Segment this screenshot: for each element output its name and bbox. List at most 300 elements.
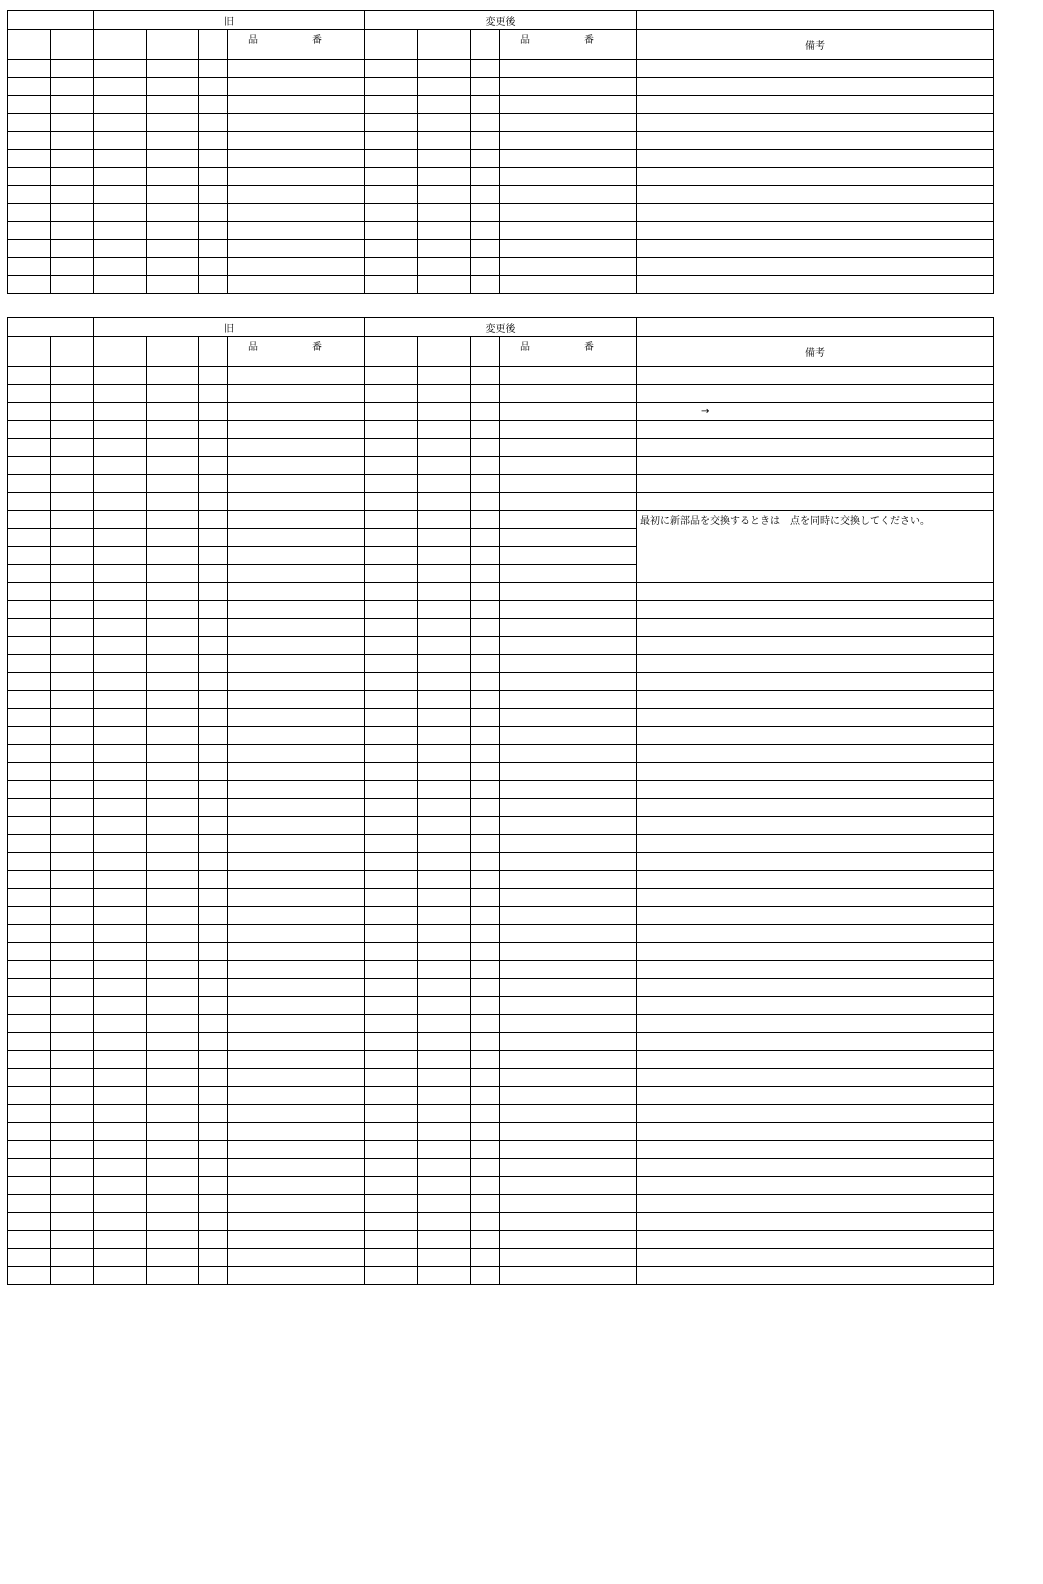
remarks-cell[interactable] <box>637 222 994 240</box>
table-cell[interactable] <box>471 511 500 529</box>
remarks-cell[interactable] <box>637 150 994 168</box>
table-cell[interactable] <box>51 1141 94 1159</box>
table-cell[interactable] <box>471 60 500 78</box>
table-cell[interactable] <box>418 691 471 709</box>
table-cell[interactable] <box>228 997 365 1015</box>
table-cell[interactable] <box>147 204 199 222</box>
table-cell[interactable] <box>8 493 51 511</box>
table-cell[interactable] <box>471 475 500 493</box>
table-cell[interactable] <box>500 1069 637 1087</box>
table-cell[interactable] <box>94 691 147 709</box>
table-cell[interactable] <box>8 1195 51 1213</box>
table-cell[interactable] <box>199 745 228 763</box>
table-cell[interactable] <box>8 583 51 601</box>
table-cell[interactable] <box>51 1267 94 1285</box>
table-cell[interactable] <box>418 871 471 889</box>
table-cell[interactable] <box>228 60 365 78</box>
table-cell[interactable] <box>94 1123 147 1141</box>
table-cell[interactable] <box>471 547 500 565</box>
remarks-cell[interactable] <box>637 673 994 691</box>
table-cell[interactable] <box>418 1195 471 1213</box>
table-cell[interactable] <box>471 457 500 475</box>
table-cell[interactable] <box>228 925 365 943</box>
table-cell[interactable] <box>500 817 637 835</box>
table-cell[interactable] <box>471 421 500 439</box>
remarks-cell[interactable] <box>637 78 994 96</box>
table-cell[interactable] <box>199 709 228 727</box>
table-cell[interactable] <box>365 961 418 979</box>
remarks-cell[interactable] <box>637 871 994 889</box>
table-cell[interactable] <box>365 204 418 222</box>
table-cell[interactable] <box>199 979 228 997</box>
table-cell[interactable] <box>94 276 147 294</box>
table-cell[interactable] <box>199 511 228 529</box>
table-cell[interactable] <box>471 601 500 619</box>
table-cell[interactable] <box>365 1033 418 1051</box>
table-cell[interactable] <box>94 673 147 691</box>
table-cell[interactable] <box>51 619 94 637</box>
table-cell[interactable] <box>94 583 147 601</box>
table-cell[interactable] <box>471 763 500 781</box>
table-cell[interactable] <box>471 1159 500 1177</box>
table-cell[interactable] <box>471 367 500 385</box>
table-cell[interactable] <box>51 673 94 691</box>
table-cell[interactable] <box>51 421 94 439</box>
remarks-cell[interactable] <box>637 1123 994 1141</box>
table-cell[interactable] <box>94 1213 147 1231</box>
remarks-cell[interactable] <box>637 889 994 907</box>
table-cell[interactable] <box>471 583 500 601</box>
table-cell[interactable] <box>8 997 51 1015</box>
table-cell[interactable] <box>365 835 418 853</box>
table-cell[interactable] <box>51 403 94 421</box>
table-cell[interactable] <box>8 1051 51 1069</box>
table-cell[interactable] <box>147 583 199 601</box>
table-cell[interactable] <box>94 709 147 727</box>
remarks-cell[interactable] <box>637 1177 994 1195</box>
table-cell[interactable] <box>471 222 500 240</box>
table-cell[interactable] <box>418 511 471 529</box>
table-cell[interactable] <box>147 925 199 943</box>
table-cell[interactable] <box>228 186 365 204</box>
remarks-cell[interactable] <box>637 961 994 979</box>
table-cell[interactable] <box>51 799 94 817</box>
table-cell[interactable] <box>418 1087 471 1105</box>
table-cell[interactable] <box>228 1051 365 1069</box>
table-cell[interactable] <box>471 1267 500 1285</box>
remarks-cell[interactable] <box>637 421 994 439</box>
table-cell[interactable] <box>365 1213 418 1231</box>
remarks-cell[interactable] <box>637 835 994 853</box>
table-cell[interactable] <box>8 168 51 186</box>
table-cell[interactable] <box>418 258 471 276</box>
table-cell[interactable] <box>8 961 51 979</box>
table-cell[interactable] <box>418 727 471 745</box>
table-cell[interactable] <box>471 1249 500 1267</box>
table-cell[interactable] <box>199 583 228 601</box>
remarks-cell[interactable] <box>637 997 994 1015</box>
table-cell[interactable] <box>199 150 228 168</box>
table-cell[interactable] <box>8 925 51 943</box>
table-cell[interactable] <box>94 961 147 979</box>
table-cell[interactable] <box>51 817 94 835</box>
table-cell[interactable] <box>51 457 94 475</box>
table-cell[interactable] <box>418 601 471 619</box>
table-cell[interactable] <box>365 60 418 78</box>
table-cell[interactable] <box>471 1141 500 1159</box>
table-cell[interactable] <box>418 943 471 961</box>
table-cell[interactable] <box>147 1123 199 1141</box>
table-cell[interactable] <box>51 943 94 961</box>
table-cell[interactable] <box>228 799 365 817</box>
table-cell[interactable] <box>500 601 637 619</box>
table-cell[interactable] <box>94 943 147 961</box>
table-cell[interactable] <box>228 258 365 276</box>
table-cell[interactable] <box>94 186 147 204</box>
table-cell[interactable] <box>500 655 637 673</box>
table-cell[interactable] <box>8 637 51 655</box>
table-cell[interactable] <box>500 439 637 457</box>
table-cell[interactable] <box>94 1051 147 1069</box>
remarks-cell[interactable] <box>637 475 994 493</box>
table-cell[interactable] <box>199 493 228 511</box>
table-cell[interactable] <box>147 547 199 565</box>
remarks-cell[interactable] <box>637 601 994 619</box>
table-cell[interactable] <box>471 1051 500 1069</box>
table-cell[interactable] <box>8 1141 51 1159</box>
table-cell[interactable] <box>94 655 147 673</box>
table-cell[interactable] <box>471 1015 500 1033</box>
table-cell[interactable] <box>500 96 637 114</box>
remarks-cell[interactable] <box>637 637 994 655</box>
table-cell[interactable] <box>147 673 199 691</box>
table-cell[interactable] <box>8 601 51 619</box>
table-cell[interactable] <box>500 691 637 709</box>
table-cell[interactable] <box>199 186 228 204</box>
table-cell[interactable] <box>471 1177 500 1195</box>
table-cell[interactable] <box>471 132 500 150</box>
table-cell[interactable] <box>228 745 365 763</box>
table-cell[interactable] <box>147 511 199 529</box>
table-cell[interactable] <box>228 114 365 132</box>
table-cell[interactable] <box>418 1249 471 1267</box>
table-cell[interactable] <box>147 763 199 781</box>
table-cell[interactable] <box>228 601 365 619</box>
table-cell[interactable] <box>418 1231 471 1249</box>
table-cell[interactable] <box>199 385 228 403</box>
table-cell[interactable] <box>94 925 147 943</box>
table-cell[interactable] <box>94 439 147 457</box>
table-cell[interactable] <box>418 1267 471 1285</box>
table-cell[interactable] <box>418 222 471 240</box>
table-cell[interactable] <box>8 1249 51 1267</box>
table-cell[interactable] <box>418 1069 471 1087</box>
table-cell[interactable] <box>94 745 147 763</box>
remarks-cell[interactable] <box>637 943 994 961</box>
table-cell[interactable] <box>8 619 51 637</box>
table-cell[interactable] <box>51 96 94 114</box>
table-cell[interactable] <box>51 565 94 583</box>
table-cell[interactable] <box>365 925 418 943</box>
table-cell[interactable] <box>94 240 147 258</box>
remarks-cell[interactable] <box>637 709 994 727</box>
table-cell[interactable] <box>228 168 365 186</box>
table-cell[interactable] <box>228 475 365 493</box>
table-cell[interactable] <box>51 1177 94 1195</box>
table-cell[interactable] <box>228 727 365 745</box>
table-cell[interactable] <box>500 186 637 204</box>
table-cell[interactable] <box>94 871 147 889</box>
table-cell[interactable] <box>471 871 500 889</box>
table-cell[interactable] <box>51 1231 94 1249</box>
table-cell[interactable] <box>8 799 51 817</box>
table-cell[interactable] <box>471 727 500 745</box>
table-cell[interactable] <box>147 835 199 853</box>
table-cell[interactable] <box>228 619 365 637</box>
table-cell[interactable] <box>228 1087 365 1105</box>
table-cell[interactable] <box>500 763 637 781</box>
table-cell[interactable] <box>500 619 637 637</box>
table-cell[interactable] <box>365 583 418 601</box>
table-cell[interactable] <box>51 1195 94 1213</box>
table-cell[interactable] <box>500 853 637 871</box>
table-cell[interactable] <box>147 799 199 817</box>
table-cell[interactable] <box>228 1267 365 1285</box>
table-cell[interactable] <box>51 871 94 889</box>
table-cell[interactable] <box>471 673 500 691</box>
table-cell[interactable] <box>94 60 147 78</box>
table-cell[interactable] <box>94 763 147 781</box>
table-cell[interactable] <box>147 907 199 925</box>
table-cell[interactable] <box>51 1015 94 1033</box>
table-cell[interactable] <box>228 691 365 709</box>
table-cell[interactable] <box>8 96 51 114</box>
table-cell[interactable] <box>8 853 51 871</box>
remarks-cell[interactable] <box>637 979 994 997</box>
table-cell[interactable] <box>8 60 51 78</box>
table-cell[interactable] <box>500 258 637 276</box>
table-cell[interactable] <box>147 258 199 276</box>
table-cell[interactable] <box>199 132 228 150</box>
table-cell[interactable] <box>51 727 94 745</box>
table-cell[interactable] <box>8 1123 51 1141</box>
table-cell[interactable] <box>94 222 147 240</box>
table-cell[interactable] <box>500 1033 637 1051</box>
remarks-cell[interactable] <box>637 745 994 763</box>
table-cell[interactable] <box>51 1249 94 1267</box>
table-cell[interactable] <box>199 601 228 619</box>
table-cell[interactable] <box>51 583 94 601</box>
table-cell[interactable] <box>147 1267 199 1285</box>
table-cell[interactable] <box>94 367 147 385</box>
table-cell[interactable] <box>471 150 500 168</box>
table-cell[interactable] <box>51 637 94 655</box>
table-cell[interactable] <box>199 1231 228 1249</box>
table-cell[interactable] <box>94 889 147 907</box>
table-cell[interactable] <box>471 979 500 997</box>
table-cell[interactable] <box>147 601 199 619</box>
table-cell[interactable] <box>51 529 94 547</box>
remarks-cell[interactable] <box>637 1051 994 1069</box>
table-cell[interactable] <box>500 1015 637 1033</box>
table-cell[interactable] <box>228 385 365 403</box>
table-cell[interactable] <box>471 853 500 871</box>
table-cell[interactable] <box>147 1213 199 1231</box>
table-cell[interactable] <box>500 240 637 258</box>
table-cell[interactable] <box>199 529 228 547</box>
remarks-cell[interactable] <box>637 691 994 709</box>
table-cell[interactable] <box>94 727 147 745</box>
table-cell[interactable] <box>51 222 94 240</box>
remarks-cell[interactable] <box>637 258 994 276</box>
table-cell[interactable] <box>51 961 94 979</box>
remarks-cell[interactable] <box>637 1195 994 1213</box>
table-cell[interactable] <box>418 817 471 835</box>
table-cell[interactable] <box>365 1267 418 1285</box>
table-cell[interactable] <box>147 1051 199 1069</box>
table-cell[interactable] <box>94 168 147 186</box>
table-cell[interactable] <box>94 1267 147 1285</box>
table-cell[interactable] <box>228 781 365 799</box>
table-cell[interactable] <box>365 150 418 168</box>
table-cell[interactable] <box>418 367 471 385</box>
table-cell[interactable] <box>147 240 199 258</box>
table-cell[interactable] <box>471 529 500 547</box>
table-cell[interactable] <box>500 925 637 943</box>
table-cell[interactable] <box>199 421 228 439</box>
table-cell[interactable] <box>147 276 199 294</box>
table-cell[interactable] <box>228 403 365 421</box>
table-cell[interactable] <box>8 186 51 204</box>
table-cell[interactable] <box>500 583 637 601</box>
table-cell[interactable] <box>500 961 637 979</box>
table-cell[interactable] <box>228 871 365 889</box>
table-cell[interactable] <box>8 222 51 240</box>
table-cell[interactable] <box>365 186 418 204</box>
table-cell[interactable] <box>228 240 365 258</box>
table-cell[interactable] <box>199 565 228 583</box>
table-cell[interactable] <box>500 709 637 727</box>
table-cell[interactable] <box>228 889 365 907</box>
table-cell[interactable] <box>471 907 500 925</box>
table-cell[interactable] <box>147 889 199 907</box>
table-cell[interactable] <box>199 781 228 799</box>
remarks-cell[interactable] <box>637 1105 994 1123</box>
table-cell[interactable] <box>147 997 199 1015</box>
table-cell[interactable] <box>199 727 228 745</box>
table-cell[interactable] <box>418 529 471 547</box>
remarks-cell[interactable] <box>637 132 994 150</box>
table-cell[interactable] <box>8 673 51 691</box>
table-cell[interactable] <box>199 943 228 961</box>
table-cell[interactable] <box>147 78 199 96</box>
table-cell[interactable] <box>147 1249 199 1267</box>
table-cell[interactable] <box>418 619 471 637</box>
table-cell[interactable] <box>8 1015 51 1033</box>
table-cell[interactable] <box>51 276 94 294</box>
table-cell[interactable] <box>365 907 418 925</box>
table-cell[interactable] <box>199 258 228 276</box>
table-cell[interactable] <box>471 961 500 979</box>
table-cell[interactable] <box>418 421 471 439</box>
table-cell[interactable] <box>8 691 51 709</box>
remarks-cell[interactable] <box>637 367 994 385</box>
table-cell[interactable] <box>471 204 500 222</box>
table-cell[interactable] <box>199 673 228 691</box>
table-cell[interactable] <box>8 240 51 258</box>
table-cell[interactable] <box>365 673 418 691</box>
table-cell[interactable] <box>8 565 51 583</box>
table-cell[interactable] <box>365 691 418 709</box>
table-cell[interactable] <box>199 1105 228 1123</box>
table-cell[interactable] <box>500 1141 637 1159</box>
table-cell[interactable] <box>418 709 471 727</box>
table-cell[interactable] <box>228 1105 365 1123</box>
table-cell[interactable] <box>147 132 199 150</box>
table-cell[interactable] <box>365 997 418 1015</box>
table-cell[interactable] <box>199 439 228 457</box>
table-cell[interactable] <box>365 709 418 727</box>
table-cell[interactable] <box>500 421 637 439</box>
table-cell[interactable] <box>418 240 471 258</box>
table-cell[interactable] <box>365 1051 418 1069</box>
table-cell[interactable] <box>199 871 228 889</box>
remarks-cell[interactable] <box>637 1015 994 1033</box>
table-cell[interactable] <box>8 403 51 421</box>
table-cell[interactable] <box>51 925 94 943</box>
table-cell[interactable] <box>94 1015 147 1033</box>
table-cell[interactable] <box>8 511 51 529</box>
table-cell[interactable] <box>228 222 365 240</box>
remarks-cell[interactable] <box>637 204 994 222</box>
table-cell[interactable] <box>365 871 418 889</box>
remarks-cell[interactable] <box>637 1267 994 1285</box>
table-cell[interactable] <box>500 1123 637 1141</box>
table-cell[interactable] <box>418 475 471 493</box>
table-cell[interactable] <box>8 1105 51 1123</box>
table-cell[interactable] <box>228 547 365 565</box>
table-cell[interactable] <box>228 421 365 439</box>
table-cell[interactable] <box>228 204 365 222</box>
table-cell[interactable] <box>147 709 199 727</box>
table-cell[interactable] <box>228 132 365 150</box>
table-cell[interactable] <box>94 1231 147 1249</box>
table-cell[interactable] <box>147 1069 199 1087</box>
table-cell[interactable] <box>228 1213 365 1231</box>
table-cell[interactable] <box>365 979 418 997</box>
table-cell[interactable] <box>471 565 500 583</box>
table-cell[interactable] <box>51 204 94 222</box>
table-cell[interactable] <box>228 565 365 583</box>
table-cell[interactable] <box>471 114 500 132</box>
table-cell[interactable] <box>500 60 637 78</box>
table-cell[interactable] <box>94 619 147 637</box>
table-cell[interactable] <box>365 475 418 493</box>
remarks-cell[interactable] <box>637 493 994 511</box>
table-cell[interactable] <box>365 114 418 132</box>
table-cell[interactable] <box>418 637 471 655</box>
table-cell[interactable] <box>418 799 471 817</box>
table-cell[interactable] <box>94 1249 147 1267</box>
remarks-cell[interactable] <box>637 186 994 204</box>
table-cell[interactable] <box>500 276 637 294</box>
table-cell[interactable] <box>94 853 147 871</box>
table-cell[interactable] <box>51 60 94 78</box>
table-cell[interactable] <box>199 1159 228 1177</box>
table-cell[interactable] <box>418 1105 471 1123</box>
table-cell[interactable] <box>365 1141 418 1159</box>
table-cell[interactable] <box>471 1123 500 1141</box>
